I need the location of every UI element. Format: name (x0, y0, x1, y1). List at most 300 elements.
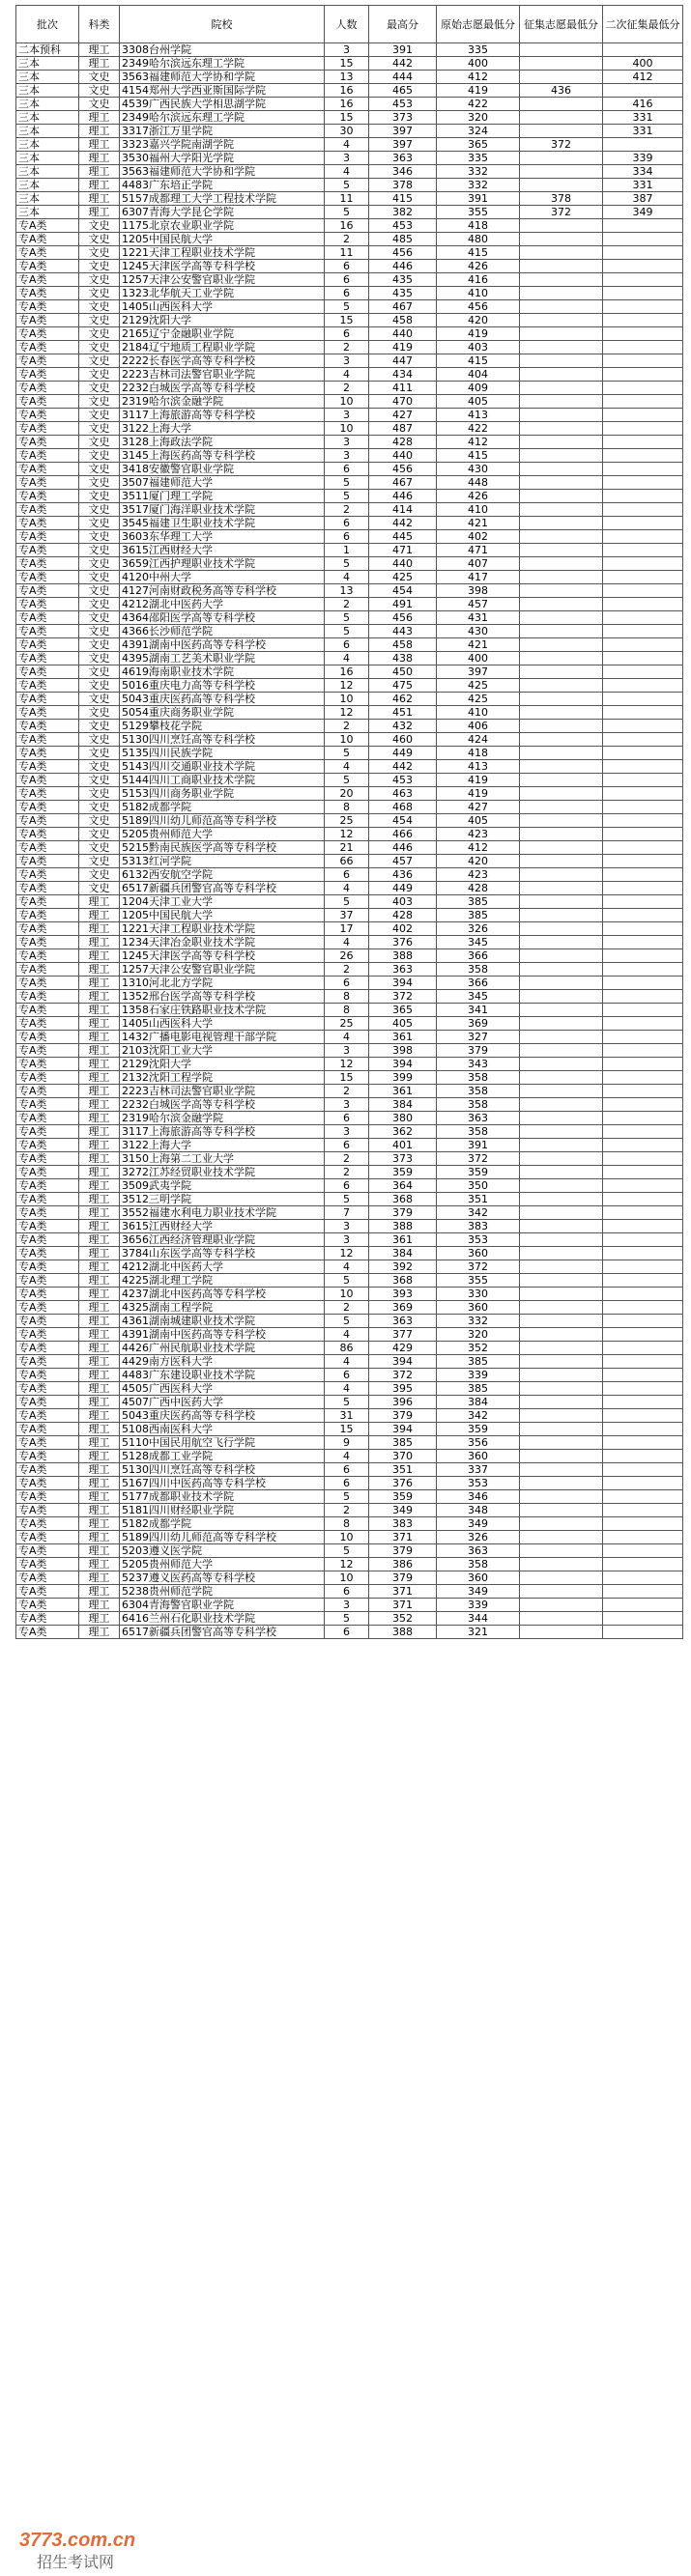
cell-second-collect-min (603, 720, 683, 733)
cell-count: 2 (325, 963, 369, 977)
cell-batch: 专A类 (16, 720, 79, 733)
table-row (16, 949, 683, 963)
cell-category: 理工 (79, 1585, 120, 1599)
cell-count: 12 (325, 1058, 369, 1071)
cell-category: 理工 (79, 1599, 120, 1612)
cell-second-collect-min: 387 (603, 192, 683, 206)
table-row (16, 882, 683, 895)
cell-school: 2232白城医学高等专科学校 (120, 382, 325, 395)
cell-count: 12 (325, 1558, 369, 1571)
cell-category: 文史 (79, 841, 120, 855)
cell-count: 8 (325, 1004, 369, 1017)
cell-max-score: 435 (369, 273, 437, 287)
cell-batch: 专A类 (16, 936, 79, 949)
cell-original-min: 421 (437, 638, 520, 652)
cell-original-min: 324 (437, 125, 520, 138)
table-row (16, 1071, 683, 1085)
cell-original-min: 391 (437, 192, 520, 206)
cell-category: 文史 (79, 98, 120, 111)
cell-batch: 专A类 (16, 571, 79, 584)
cell-batch: 专A类 (16, 855, 79, 868)
cell-collect-min (520, 1571, 603, 1585)
cell-batch: 专A类 (16, 814, 79, 828)
cell-max-score: 454 (369, 814, 437, 828)
cell-batch: 专A类 (16, 1193, 79, 1206)
cell-school: 2103沈阳工业大学 (120, 1044, 325, 1058)
cell-school: 1245天津医学高等专科学校 (120, 949, 325, 963)
cell-max-score: 442 (369, 760, 437, 774)
cell-school: 5238贵州师范学院 (120, 1585, 325, 1599)
cell-collect-min (520, 327, 603, 341)
cell-batch: 专A类 (16, 1409, 79, 1423)
cell-category: 文史 (79, 638, 120, 652)
cell-count: 4 (325, 1382, 369, 1396)
cell-original-min: 345 (437, 990, 520, 1004)
header-school: 院校 (120, 6, 325, 43)
cell-school: 3317浙江万里学院 (120, 125, 325, 138)
cell-original-min: 366 (437, 949, 520, 963)
cell-collect-min: 378 (520, 192, 603, 206)
cell-collect-min (520, 1017, 603, 1031)
cell-school: 1358石家庄铁路职业技术学院 (120, 1004, 325, 1017)
cell-original-min: 348 (437, 1504, 520, 1517)
cell-category: 理工 (79, 1612, 120, 1626)
cell-second-collect-min (603, 341, 683, 354)
cell-school: 3659江西护理职业技术学院 (120, 557, 325, 571)
cell-count: 6 (325, 463, 369, 476)
cell-second-collect-min (603, 395, 683, 409)
header-original-min: 原始志愿最低分 (437, 6, 520, 43)
cell-count: 13 (325, 584, 369, 598)
table-row (16, 963, 683, 977)
table-row (16, 98, 683, 111)
cell-original-min: 346 (437, 1490, 520, 1504)
cell-max-score: 425 (369, 571, 437, 584)
table-row (16, 1342, 683, 1355)
cell-category: 理工 (79, 152, 120, 165)
cell-category: 理工 (79, 1288, 120, 1301)
cell-max-score: 395 (369, 1382, 437, 1396)
cell-max-score: 398 (369, 1044, 437, 1058)
cell-collect-min (520, 314, 603, 327)
cell-second-collect-min (603, 882, 683, 895)
cell-collect-min: 372 (520, 138, 603, 152)
cell-max-score: 454 (369, 584, 437, 598)
table-row (16, 787, 683, 801)
table-row (16, 652, 683, 665)
cell-original-min: 415 (437, 449, 520, 463)
cell-batch: 专A类 (16, 733, 79, 747)
cell-batch: 三本 (16, 179, 79, 192)
cell-collect-min (520, 1599, 603, 1612)
cell-max-score: 475 (369, 679, 437, 693)
cell-collect-min (520, 1585, 603, 1599)
cell-second-collect-min (603, 530, 683, 544)
cell-original-min: 412 (437, 436, 520, 449)
cell-batch: 专A类 (16, 747, 79, 760)
cell-second-collect-min (603, 368, 683, 382)
cell-max-score: 379 (369, 1206, 437, 1220)
cell-category: 理工 (79, 990, 120, 1004)
cell-school: 2165辽宁金融职业学院 (120, 327, 325, 341)
cell-max-score: 376 (369, 1477, 437, 1490)
cell-category: 理工 (79, 1490, 120, 1504)
cell-second-collect-min (603, 693, 683, 706)
cell-original-min: 372 (437, 1260, 520, 1274)
cell-collect-min (520, 1342, 603, 1355)
cell-max-score: 371 (369, 1599, 437, 1612)
cell-collect-min (520, 1517, 603, 1531)
cell-count: 12 (325, 706, 369, 720)
cell-original-min: 410 (437, 503, 520, 517)
cell-batch: 专A类 (16, 463, 79, 476)
cell-school: 2349哈尔滨远东理工学院 (120, 111, 325, 125)
cell-batch: 专A类 (16, 1450, 79, 1463)
table-row (16, 774, 683, 787)
cell-school: 1221天津工程职业技术学院 (120, 922, 325, 936)
cell-max-score: 368 (369, 1193, 437, 1206)
cell-school: 3517厦门海洋职业技术学院 (120, 503, 325, 517)
cell-category: 理工 (79, 1166, 120, 1179)
cell-count: 16 (325, 98, 369, 111)
table-row (16, 43, 683, 57)
cell-count: 4 (325, 936, 369, 949)
cell-max-score: 428 (369, 436, 437, 449)
cell-category: 理工 (79, 1315, 120, 1328)
cell-category: 理工 (79, 1409, 120, 1423)
cell-collect-min (520, 949, 603, 963)
table-row (16, 1193, 683, 1206)
cell-max-score: 440 (369, 327, 437, 341)
cell-category: 文史 (79, 260, 120, 273)
cell-category: 理工 (79, 179, 120, 192)
cell-batch: 专A类 (16, 828, 79, 841)
table-row (16, 868, 683, 882)
cell-category: 理工 (79, 1423, 120, 1436)
cell-second-collect-min (603, 1382, 683, 1396)
cell-collect-min (520, 841, 603, 855)
cell-max-score: 399 (369, 1071, 437, 1085)
cell-second-collect-min (603, 1260, 683, 1274)
cell-category: 文史 (79, 273, 120, 287)
cell-school: 1405山西医科大学 (120, 1017, 325, 1031)
table-row (16, 1423, 683, 1436)
cell-batch: 专A类 (16, 679, 79, 693)
table-row (16, 1436, 683, 1450)
table-row (16, 544, 683, 557)
cell-second-collect-min (603, 895, 683, 909)
header-collect-min: 征集志愿最低分 (520, 6, 603, 43)
cell-max-score: 397 (369, 125, 437, 138)
cell-count: 6 (325, 1585, 369, 1599)
cell-max-score: 359 (369, 1166, 437, 1179)
cell-max-score: 351 (369, 1463, 437, 1477)
cell-collect-min (520, 638, 603, 652)
cell-category: 文史 (79, 530, 120, 544)
table-row (16, 584, 683, 598)
cell-category: 文史 (79, 584, 120, 598)
cell-second-collect-min (603, 949, 683, 963)
cell-school: 5313红河学院 (120, 855, 325, 868)
cell-category: 理工 (79, 1571, 120, 1585)
cell-count: 8 (325, 801, 369, 814)
cell-count: 2 (325, 1085, 369, 1098)
table-row (16, 1206, 683, 1220)
cell-batch: 专A类 (16, 665, 79, 679)
table-row (16, 638, 683, 652)
cell-category: 文史 (79, 71, 120, 84)
cell-collect-min (520, 300, 603, 314)
table-row (16, 665, 683, 679)
table-row (16, 1044, 683, 1058)
cell-batch: 专A类 (16, 1531, 79, 1544)
cell-collect-min (520, 801, 603, 814)
table-row (16, 517, 683, 530)
cell-category: 理工 (79, 1004, 120, 1017)
cell-collect-min (520, 1220, 603, 1233)
cell-original-min: 457 (437, 598, 520, 611)
cell-batch: 专A类 (16, 287, 79, 300)
cell-collect-min (520, 774, 603, 787)
cell-collect-min (520, 544, 603, 557)
cell-original-min: 366 (437, 977, 520, 990)
cell-second-collect-min (603, 1071, 683, 1085)
cell-count: 12 (325, 679, 369, 693)
table-row (16, 463, 683, 476)
cell-collect-min (520, 1260, 603, 1274)
table-body (16, 43, 683, 1639)
cell-count: 5 (325, 490, 369, 503)
cell-batch: 三本 (16, 138, 79, 152)
cell-collect-min (520, 1206, 603, 1220)
cell-count: 5 (325, 1274, 369, 1288)
table-row (16, 1315, 683, 1328)
cell-school: 1432广播电影电视管理干部学院 (120, 1031, 325, 1044)
table-row (16, 1504, 683, 1517)
cell-collect-min (520, 1004, 603, 1017)
cell-category: 理工 (79, 1477, 120, 1490)
cell-original-min: 360 (437, 1571, 520, 1585)
cell-batch: 专A类 (16, 963, 79, 977)
cell-category: 理工 (79, 1531, 120, 1544)
cell-batch: 专A类 (16, 1436, 79, 1450)
cell-count: 5 (325, 774, 369, 787)
cell-count: 6 (325, 1477, 369, 1490)
cell-school: 4426广州民航职业技术学院 (120, 1342, 325, 1355)
table-row (16, 720, 683, 733)
cell-collect-min (520, 977, 603, 990)
cell-school: 5167四川中医药高等专科学校 (120, 1477, 325, 1490)
watermark-brand: 3773.com.cn (19, 2530, 136, 2551)
cell-count: 10 (325, 1288, 369, 1301)
cell-max-score: 371 (369, 1531, 437, 1544)
cell-count: 1 (325, 544, 369, 557)
table-row (16, 990, 683, 1004)
cell-school: 6307青海大学昆仑学院 (120, 206, 325, 219)
cell-count: 37 (325, 909, 369, 922)
cell-second-collect-min: 334 (603, 165, 683, 179)
cell-original-min: 326 (437, 1531, 520, 1544)
table-row (16, 192, 683, 206)
table-row (16, 598, 683, 611)
cell-collect-min (520, 1247, 603, 1260)
cell-collect-min (520, 1490, 603, 1504)
cell-school: 6416兰州石化职业技术学院 (120, 1612, 325, 1626)
table-row (16, 1355, 683, 1369)
cell-max-score: 379 (369, 1544, 437, 1558)
cell-batch: 专A类 (16, 1112, 79, 1125)
cell-original-min: 358 (437, 1125, 520, 1139)
cell-batch: 专A类 (16, 530, 79, 544)
cell-category: 理工 (79, 1342, 120, 1355)
cell-second-collect-min (603, 1599, 683, 1612)
cell-max-score: 379 (369, 1571, 437, 1585)
cell-max-score: 440 (369, 449, 437, 463)
cell-category: 理工 (79, 1450, 120, 1463)
cell-category: 文史 (79, 882, 120, 895)
cell-count: 4 (325, 760, 369, 774)
cell-school: 2232白城医学高等专科学校 (120, 1098, 325, 1112)
cell-original-min: 339 (437, 1369, 520, 1382)
cell-original-min: 400 (437, 652, 520, 665)
cell-category: 理工 (79, 1125, 120, 1139)
cell-count: 5 (325, 1612, 369, 1626)
cell-original-min: 406 (437, 720, 520, 733)
cell-original-min: 419 (437, 327, 520, 341)
cell-count: 5 (325, 625, 369, 638)
table-row (16, 341, 683, 354)
cell-max-score: 397 (369, 138, 437, 152)
cell-count: 6 (325, 530, 369, 544)
cell-school: 5144四川工商职业技术学院 (120, 774, 325, 787)
cell-second-collect-min (603, 571, 683, 584)
cell-collect-min (520, 98, 603, 111)
cell-batch: 三本 (16, 206, 79, 219)
cell-second-collect-min (603, 1031, 683, 1044)
cell-collect-min (520, 1558, 603, 1571)
table-row (16, 165, 683, 179)
cell-second-collect-min (603, 273, 683, 287)
cell-second-collect-min (603, 503, 683, 517)
cell-max-score: 380 (369, 1112, 437, 1125)
cell-max-score: 414 (369, 503, 437, 517)
cell-count: 3 (325, 1220, 369, 1233)
cell-max-score: 451 (369, 706, 437, 720)
cell-original-min: 365 (437, 138, 520, 152)
cell-school: 3530福州大学阳光学院 (120, 152, 325, 165)
cell-max-score: 434 (369, 368, 437, 382)
cell-batch: 专A类 (16, 1004, 79, 1017)
table-row (16, 625, 683, 638)
cell-batch: 专A类 (16, 1355, 79, 1369)
cell-category: 文史 (79, 720, 120, 733)
cell-second-collect-min (603, 1436, 683, 1450)
cell-category: 理工 (79, 1382, 120, 1396)
header-count: 人数 (325, 6, 369, 43)
cell-collect-min (520, 1085, 603, 1098)
cell-category: 理工 (79, 963, 120, 977)
cell-max-score: 440 (369, 557, 437, 571)
cell-second-collect-min (603, 1233, 683, 1247)
cell-collect-min (520, 354, 603, 368)
cell-original-min: 337 (437, 1463, 520, 1477)
cell-count: 3 (325, 43, 369, 57)
table-row (16, 111, 683, 125)
cell-original-min: 360 (437, 1450, 520, 1463)
cell-category: 文史 (79, 557, 120, 571)
cell-collect-min (520, 1436, 603, 1450)
cell-collect-min (520, 922, 603, 936)
cell-school: 3323嘉兴学院南湖学院 (120, 138, 325, 152)
cell-max-score: 453 (369, 774, 437, 787)
cell-school: 5043重庆医药高等专科学校 (120, 693, 325, 706)
cell-school: 1205中国民航大学 (120, 909, 325, 922)
cell-original-min: 363 (437, 1112, 520, 1125)
cell-second-collect-min (603, 490, 683, 503)
cell-batch: 专A类 (16, 1517, 79, 1531)
cell-school: 4212湖北中医药大学 (120, 598, 325, 611)
cell-batch: 专A类 (16, 314, 79, 327)
cell-category: 理工 (79, 1517, 120, 1531)
cell-count: 6 (325, 260, 369, 273)
cell-collect-min (520, 409, 603, 422)
cell-count: 4 (325, 165, 369, 179)
table-row (16, 1166, 683, 1179)
cell-original-min: 422 (437, 422, 520, 436)
cell-count: 21 (325, 841, 369, 855)
cell-school: 5054重庆商务职业学院 (120, 706, 325, 720)
cell-school: 5189四川幼儿师范高等专科学校 (120, 814, 325, 828)
cell-count: 3 (325, 1125, 369, 1139)
cell-batch: 专A类 (16, 693, 79, 706)
cell-max-score: 384 (369, 1098, 437, 1112)
cell-batch: 三本 (16, 192, 79, 206)
cell-batch: 专A类 (16, 868, 79, 882)
cell-school: 3512三明学院 (120, 1193, 325, 1206)
cell-second-collect-min (603, 517, 683, 530)
cell-collect-min (520, 125, 603, 138)
cell-batch: 专A类 (16, 1152, 79, 1166)
cell-category: 文史 (79, 503, 120, 517)
cell-category: 理工 (79, 1328, 120, 1342)
cell-max-score: 487 (369, 422, 437, 436)
cell-original-min: 353 (437, 1477, 520, 1490)
cell-batch: 专A类 (16, 544, 79, 557)
cell-school: 3656江西经济管理职业学院 (120, 1233, 325, 1247)
table-row (16, 530, 683, 544)
table-row (16, 368, 683, 382)
cell-original-min: 358 (437, 1085, 520, 1098)
cell-batch: 专A类 (16, 300, 79, 314)
cell-batch: 专A类 (16, 841, 79, 855)
cell-school: 1405山西医科大学 (120, 300, 325, 314)
cell-category: 理工 (79, 1301, 120, 1315)
cell-second-collect-min (603, 327, 683, 341)
cell-collect-min (520, 1098, 603, 1112)
cell-category: 文史 (79, 801, 120, 814)
cell-category: 理工 (79, 949, 120, 963)
cell-max-score: 444 (369, 71, 437, 84)
cell-batch: 专A类 (16, 1342, 79, 1355)
cell-category: 文史 (79, 463, 120, 476)
cell-category: 文史 (79, 341, 120, 354)
cell-category: 文史 (79, 693, 120, 706)
cell-category: 理工 (79, 1504, 120, 1517)
cell-collect-min (520, 1112, 603, 1125)
cell-second-collect-min (603, 747, 683, 760)
cell-count: 3 (325, 354, 369, 368)
cell-original-min: 471 (437, 544, 520, 557)
